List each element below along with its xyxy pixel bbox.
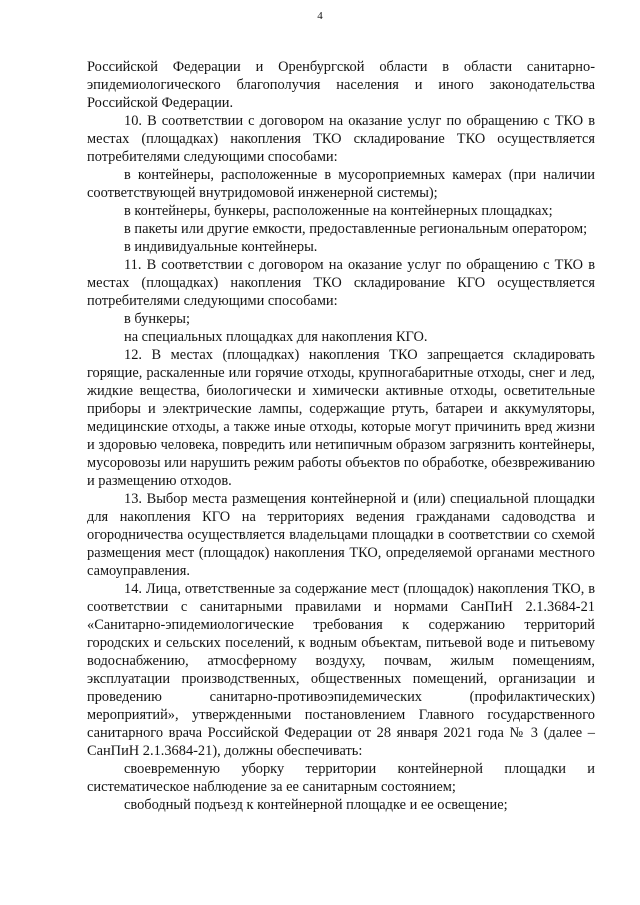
paragraph-list-item: в контейнеры, бункеры, расположенные на контейнерных площадках;	[124, 203, 553, 219]
paragraph-item-13: 13. Выбор места размещения контейнерной и (или) специальной площадки для накопления КГО на территориях ведения гражданами садоводства и огородничества осуществляется владельцами площадки в соответствии со схемой размещения мест (площадок) накопления ТКО, определяемой органами местного самоуправления.	[87, 491, 595, 579]
paragraph-list-item: в бункеры;	[124, 311, 190, 327]
paragraph-list-item: в контейнеры, расположенные в мусороприемных камерах (при наличии соответствующей внутридомовой инженерной системы);	[87, 167, 595, 201]
paragraph-continuation: Российской Федерации и Оренбургской области в области санитарно-эпидемиологического благополучия населения и иного законодательства Российской Федерации.	[87, 59, 595, 111]
paragraph-list-item: в пакеты или другие емкости, предоставленные региональным оператором;	[124, 221, 588, 237]
paragraph-item-14: 14. Лица, ответственные за содержание мест (площадок) накопления ТКО, в соответствии с санитарными правилами и нормами СанПиН 2.1.3684-21 «Санитарно-эпидемиологические требования к содержанию территорий городских и сельских поселений, к водным объектам, питьевой воде и питьевому водоснабжению, атмосферному воздуху, почвам, жилым помещениям, эксплуатации производственных, общественных помещений, организации и проведению санитарно-противоэпидемических (профилактических) мероприятий», утвержденными постановлением Главного государственного санитарного врача Российской Федерации от 28 января 2021 года № 3 (далее – СанПиН 2.1.3684-21), должны обеспечивать:	[87, 581, 595, 759]
paragraph-item-10: 10. В соответствии с договором на оказание услуг по обращению с ТКО в местах (площадках) накопления ТКО складирование ТКО осуществляется потребителями следующими способами:	[87, 113, 595, 165]
paragraph-list-item: свободный подъезд к контейнерной площадке и ее освещение;	[124, 797, 508, 813]
paragraph-item-11: 11. В соответствии с договором на оказание услуг по обращению с ТКО в местах (площадках) накопления ТКО складирование КГО осуществляется потребителями следующими способами:	[87, 257, 595, 309]
paragraph-list-item: своевременную уборку территории контейнерной площадки и систематическое наблюдение за ее санитарным состоянием;	[87, 761, 595, 795]
paragraph-list-item: в индивидуальные контейнеры.	[124, 239, 318, 255]
paragraph-item-12: 12. В местах (площадках) накопления ТКО запрещается складировать горящие, раскаленные или горячие отходы, крупногабаритные отходы, снег и лед, жидкие вещества, биологически и химически активные отходы, осветительные приборы и электрические лампы, содержащие ртуть, батареи и аккумуляторы, медицинские отходы, а также иные отходы, которые могут причинить вред жизни и здоровью человека, повредить или нетипичным образом загрязнить контейнеры, мусоровозы или нарушить режим работы объектов по обработке, обезвреживанию и размещению отходов.	[87, 347, 595, 489]
paragraph-list-item: на специальных площадках для накопления КГО.	[124, 329, 428, 345]
page-number: 4	[317, 10, 323, 22]
document-body	[87, 58, 595, 814]
